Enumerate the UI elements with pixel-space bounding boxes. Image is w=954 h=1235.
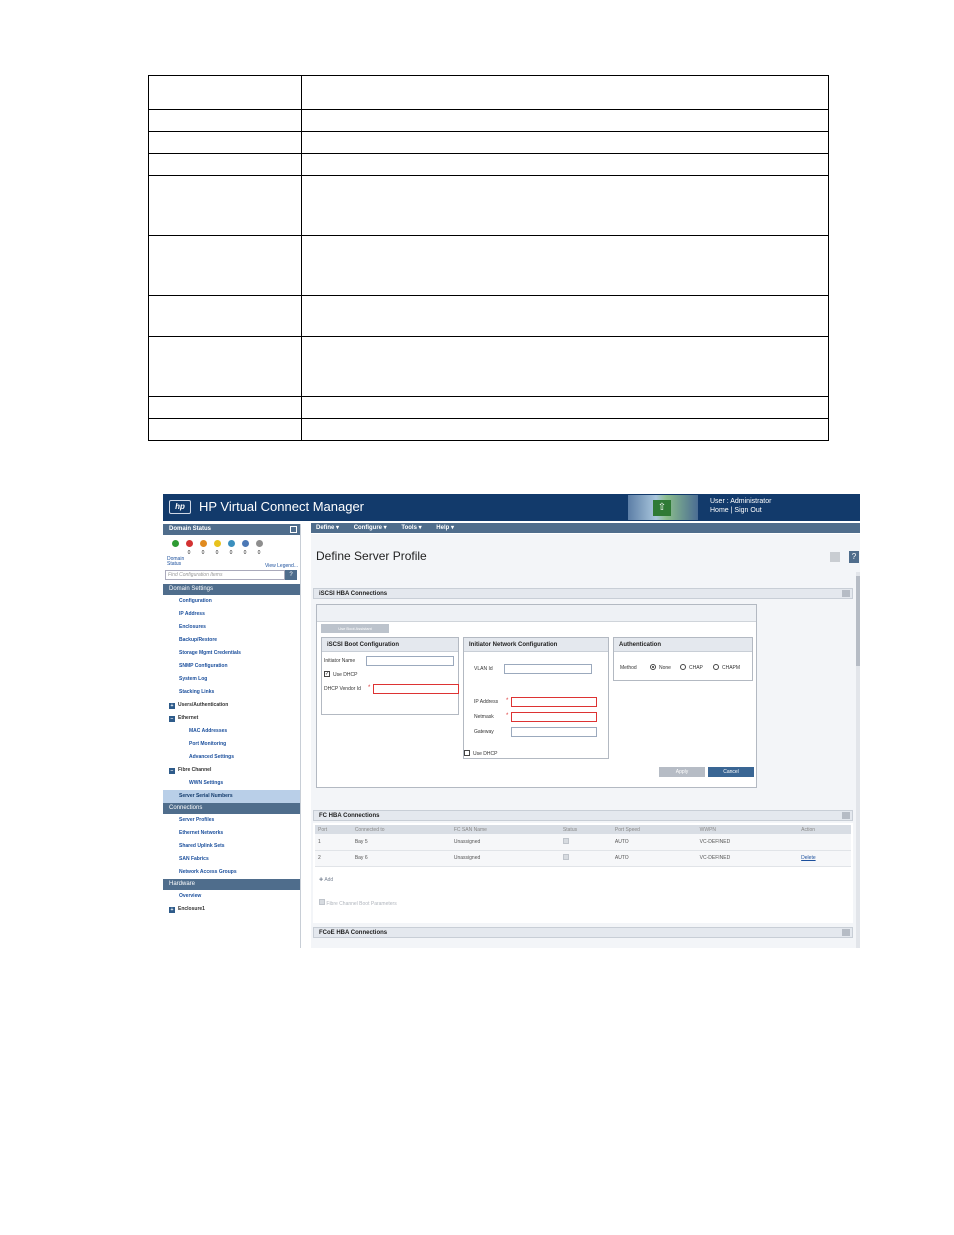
sidebar-item[interactable]: MAC Addresses (189, 728, 228, 734)
status-icons-row (163, 535, 300, 556)
main-content (311, 534, 860, 948)
iscsi-section-title: iSCSI HBA Connections (319, 591, 388, 597)
sidebar-item[interactable]: IP Address (179, 611, 205, 617)
view-legend-link[interactable]: View Legend... (265, 563, 298, 569)
home-link[interactable]: Home (710, 507, 729, 514)
sidebar-item[interactable]: Backup/Restore (179, 637, 218, 643)
boot-params-checkbox[interactable] (319, 899, 325, 905)
gateway-input[interactable] (511, 727, 597, 737)
panel-title: iSCSI Boot Configuration (322, 638, 458, 652)
iscsi-dialog (316, 604, 757, 788)
domain-settings-header[interactable] (163, 584, 300, 595)
method-none-label: None (659, 665, 671, 671)
status-count: 0 (187, 550, 191, 556)
domain-status-header (163, 524, 300, 535)
sidebar-item[interactable]: System Log (179, 676, 208, 682)
authentication-panel (613, 637, 753, 681)
ip-address-input[interactable] (511, 697, 597, 707)
sidebar-item[interactable]: SAN Fabrics (179, 856, 209, 862)
collapse-icon[interactable] (842, 590, 850, 597)
fc-boot-params[interactable]: Fibre Channel Boot Parameters (319, 899, 397, 907)
table-cell: AUTO (612, 850, 697, 866)
collapse-icon[interactable] (842, 812, 850, 819)
required-mark: * (368, 685, 371, 691)
menu-tools[interactable]: Tools ▾ (401, 525, 422, 531)
vlan-id-label: VLAN Id (474, 666, 493, 672)
delete-link[interactable]: Delete (801, 855, 816, 861)
sidebar-item-server-serial-numbers[interactable]: Server Serial Numbers (163, 790, 300, 803)
table-cell (302, 132, 829, 154)
panel-title: Initiator Network Configuration (464, 638, 608, 652)
sidebar-item[interactable]: WWN Settings (189, 780, 224, 786)
user-label: User : Administrator (710, 498, 772, 505)
major-status-icon (200, 540, 207, 547)
app-title: HP Virtual Connect Manager (199, 499, 365, 514)
dhcp-vendor-id-label: DHCP Vendor Id (324, 686, 361, 692)
iscsi-boot-config-panel (321, 637, 459, 715)
expand-icon[interactable]: + (170, 907, 174, 913)
required-mark: * (506, 698, 509, 704)
fc-section-header[interactable] (313, 810, 853, 821)
app-header (163, 494, 860, 521)
method-chapm-label: CHAPM (722, 665, 741, 671)
column-header[interactable]: FC SAN Name (451, 825, 560, 834)
use-dhcp-label: Use DHCP (333, 672, 358, 678)
domain-status-link-line1: Domain (167, 556, 185, 562)
use-boot-assistant-button[interactable]: Use Boot Assistant (321, 624, 389, 633)
collapse-icon[interactable] (290, 526, 297, 533)
help-icon[interactable]: ? (849, 551, 859, 563)
cancel-button[interactable]: Cancel (708, 767, 754, 777)
ok-status-icon (172, 540, 179, 547)
sidebar (163, 524, 301, 948)
table-cell (149, 110, 302, 132)
method-chapm-radio[interactable] (713, 664, 719, 670)
iscsi-section-header[interactable] (313, 588, 853, 599)
sidebar-item-enclosure1[interactable]: + Enclosure1 (170, 906, 205, 913)
find-button[interactable]: ? (285, 570, 297, 580)
separator: | (730, 507, 733, 514)
status-checkbox-cell (560, 834, 612, 850)
table-cell (302, 419, 829, 441)
collapse-icon[interactable] (842, 929, 850, 936)
fc-connections-table (315, 825, 851, 867)
domain-status-link-line2: Status (167, 561, 182, 567)
sidebar-item[interactable]: Advanced Settings (189, 754, 235, 760)
sidebar-item[interactable]: Server Profiles (179, 817, 215, 823)
gateway-label: Gateway (474, 729, 494, 735)
table-cell: VC-DEFINED (697, 850, 799, 866)
unknown-status-icon (256, 540, 263, 547)
table-row (315, 834, 851, 850)
status-indicator[interactable] (185, 540, 193, 556)
table-cell: Unassigned (451, 850, 560, 866)
column-header[interactable]: Connected to (352, 825, 451, 834)
page-title: Define Server Profile (316, 549, 427, 563)
info-status-icon (242, 540, 249, 547)
status-links (163, 556, 300, 568)
sidebar-item[interactable]: Stacking Links (179, 689, 215, 695)
table-cell (302, 337, 829, 397)
sign-out-link[interactable]: Sign Out (734, 507, 762, 514)
sidebar-item[interactable]: Enclosures (179, 624, 206, 630)
net-use-dhcp-checkbox[interactable] (464, 750, 470, 756)
table-cell (149, 397, 302, 419)
column-header[interactable]: Port Speed (612, 825, 697, 834)
status-count: 0 (243, 550, 247, 556)
domain-settings-label: Domain Settings (169, 586, 214, 592)
expand-icon[interactable]: + (170, 703, 174, 709)
status-checkbox (563, 838, 569, 844)
domain-status-link[interactable] (167, 557, 184, 567)
critical-status-icon (186, 540, 193, 547)
status-indicator[interactable] (213, 540, 221, 556)
method-none-radio[interactable] (650, 664, 656, 670)
sidebar-item-users-authentication[interactable]: + Users/Authentication (170, 702, 229, 709)
sidebar-item[interactable]: Network Access Groups (179, 869, 237, 875)
menu-bar (311, 523, 860, 533)
table-cell (302, 76, 829, 110)
table-cell: VC-DEFINED (697, 834, 799, 850)
domain-status-title: Domain Status (169, 526, 212, 532)
apply-button[interactable]: Apply (659, 767, 705, 777)
ip-address-label: IP Address (474, 699, 499, 705)
status-count: 0 (215, 550, 219, 556)
upload-arrow-icon: ⇧ (653, 500, 671, 516)
status-indicator[interactable] (171, 540, 179, 556)
sidebar-item[interactable]: Configuration (179, 598, 212, 604)
column-header[interactable]: Port (315, 825, 352, 834)
sidebar-item[interactable]: Storage Mgmt Credentials (179, 650, 241, 656)
fc-section-title: FC HBA Connections (319, 813, 380, 819)
table-cell: 2 (315, 850, 352, 866)
table-cell (149, 76, 302, 110)
sidebar-item-fibre-channel[interactable]: − Fibre Channel (170, 767, 212, 774)
sidebar-item[interactable]: Port Monitoring (189, 741, 227, 747)
table-cell (302, 236, 829, 296)
method-label: Method (620, 665, 637, 671)
minor-status-icon (214, 540, 221, 547)
vc-manager-screenshot (163, 494, 860, 948)
menu-configure[interactable]: Configure ▾ (353, 525, 387, 531)
hp-logo: hp (169, 500, 191, 514)
use-dhcp-checkbox[interactable]: ✓ (325, 671, 330, 677)
table-cell (302, 154, 829, 176)
hardware-header[interactable]: Hardware (163, 879, 300, 890)
table-cell (302, 110, 829, 132)
status-checkbox-cell (560, 850, 612, 866)
dhcp-vendor-id-input[interactable] (373, 684, 459, 694)
table-cell (302, 397, 829, 419)
menu-define[interactable]: Define ▾ (316, 525, 340, 531)
column-header[interactable]: WWPN (697, 825, 799, 834)
dialog-toolbar (317, 605, 756, 622)
status-count: 0 (201, 550, 205, 556)
action-cell (798, 850, 851, 866)
table-cell (149, 154, 302, 176)
table-cell (302, 296, 829, 337)
table-cell (149, 337, 302, 397)
collapse-icon[interactable]: − (170, 768, 174, 774)
menu-help[interactable]: Help ▾ (436, 525, 454, 531)
find-config-input[interactable]: Find Configuration Items (165, 570, 285, 580)
table-cell: Unassigned (451, 834, 560, 850)
initiator-network-panel (463, 637, 609, 759)
table-cell (149, 132, 302, 154)
status-checkbox (563, 854, 569, 860)
add-fc-link[interactable]: ✚ Add (319, 877, 334, 883)
column-header[interactable]: Action (798, 825, 851, 834)
connections-header[interactable]: Connections (163, 803, 300, 814)
action-cell (798, 834, 851, 850)
panel-title: Authentication (614, 638, 752, 652)
status-count: 0 (229, 550, 233, 556)
sidebar-item[interactable]: Ethernet Networks (179, 830, 224, 836)
vlan-id-input[interactable] (504, 664, 592, 674)
method-chap-radio[interactable] (680, 664, 686, 670)
warning-status-icon (228, 540, 235, 547)
vertical-scrollbar[interactable] (856, 572, 860, 948)
table-cell: 1 (315, 834, 352, 850)
table-cell: Bay 6 (352, 850, 451, 866)
column-header[interactable]: Status (560, 825, 612, 834)
netmask-label: Netmask (474, 714, 494, 720)
sidebar-item[interactable]: Overview (179, 893, 202, 899)
table-cell: AUTO (612, 834, 697, 850)
sidebar-item-ethernet[interactable]: − Ethernet (170, 715, 199, 722)
sidebar-item[interactable]: Shared Uplink Sets (179, 843, 225, 849)
header-banner-image (628, 495, 698, 520)
fcoe-section-title: FCoE HBA Connections (319, 930, 388, 936)
table-cell (149, 176, 302, 236)
table-cell: Bay 5 (352, 834, 451, 850)
status-indicator[interactable] (227, 540, 235, 556)
initiator-name-label: Initiator Name (324, 658, 356, 664)
table-row (315, 850, 851, 866)
status-indicator[interactable] (199, 540, 207, 556)
sidebar-item[interactable]: SNMP Configuration (179, 663, 228, 669)
netmask-input[interactable] (511, 712, 597, 722)
status-count: 0 (257, 550, 261, 556)
required-mark: * (506, 713, 509, 719)
fc-section-body (313, 823, 853, 923)
collapse-icon[interactable]: − (170, 716, 174, 722)
fcoe-section-header[interactable] (313, 927, 853, 938)
table-cell (302, 176, 829, 236)
table-cell (149, 236, 302, 296)
table-cell (149, 419, 302, 441)
print-icon[interactable] (830, 552, 840, 562)
table-cell (149, 296, 302, 337)
user-info (710, 497, 771, 515)
document-table (148, 75, 829, 441)
status-indicator[interactable] (241, 540, 249, 556)
method-chap-label: CHAP (689, 665, 703, 671)
status-indicator[interactable] (255, 540, 263, 556)
initiator-name-input[interactable] (366, 656, 454, 666)
net-use-dhcp-label: Use DHCP (473, 751, 498, 757)
